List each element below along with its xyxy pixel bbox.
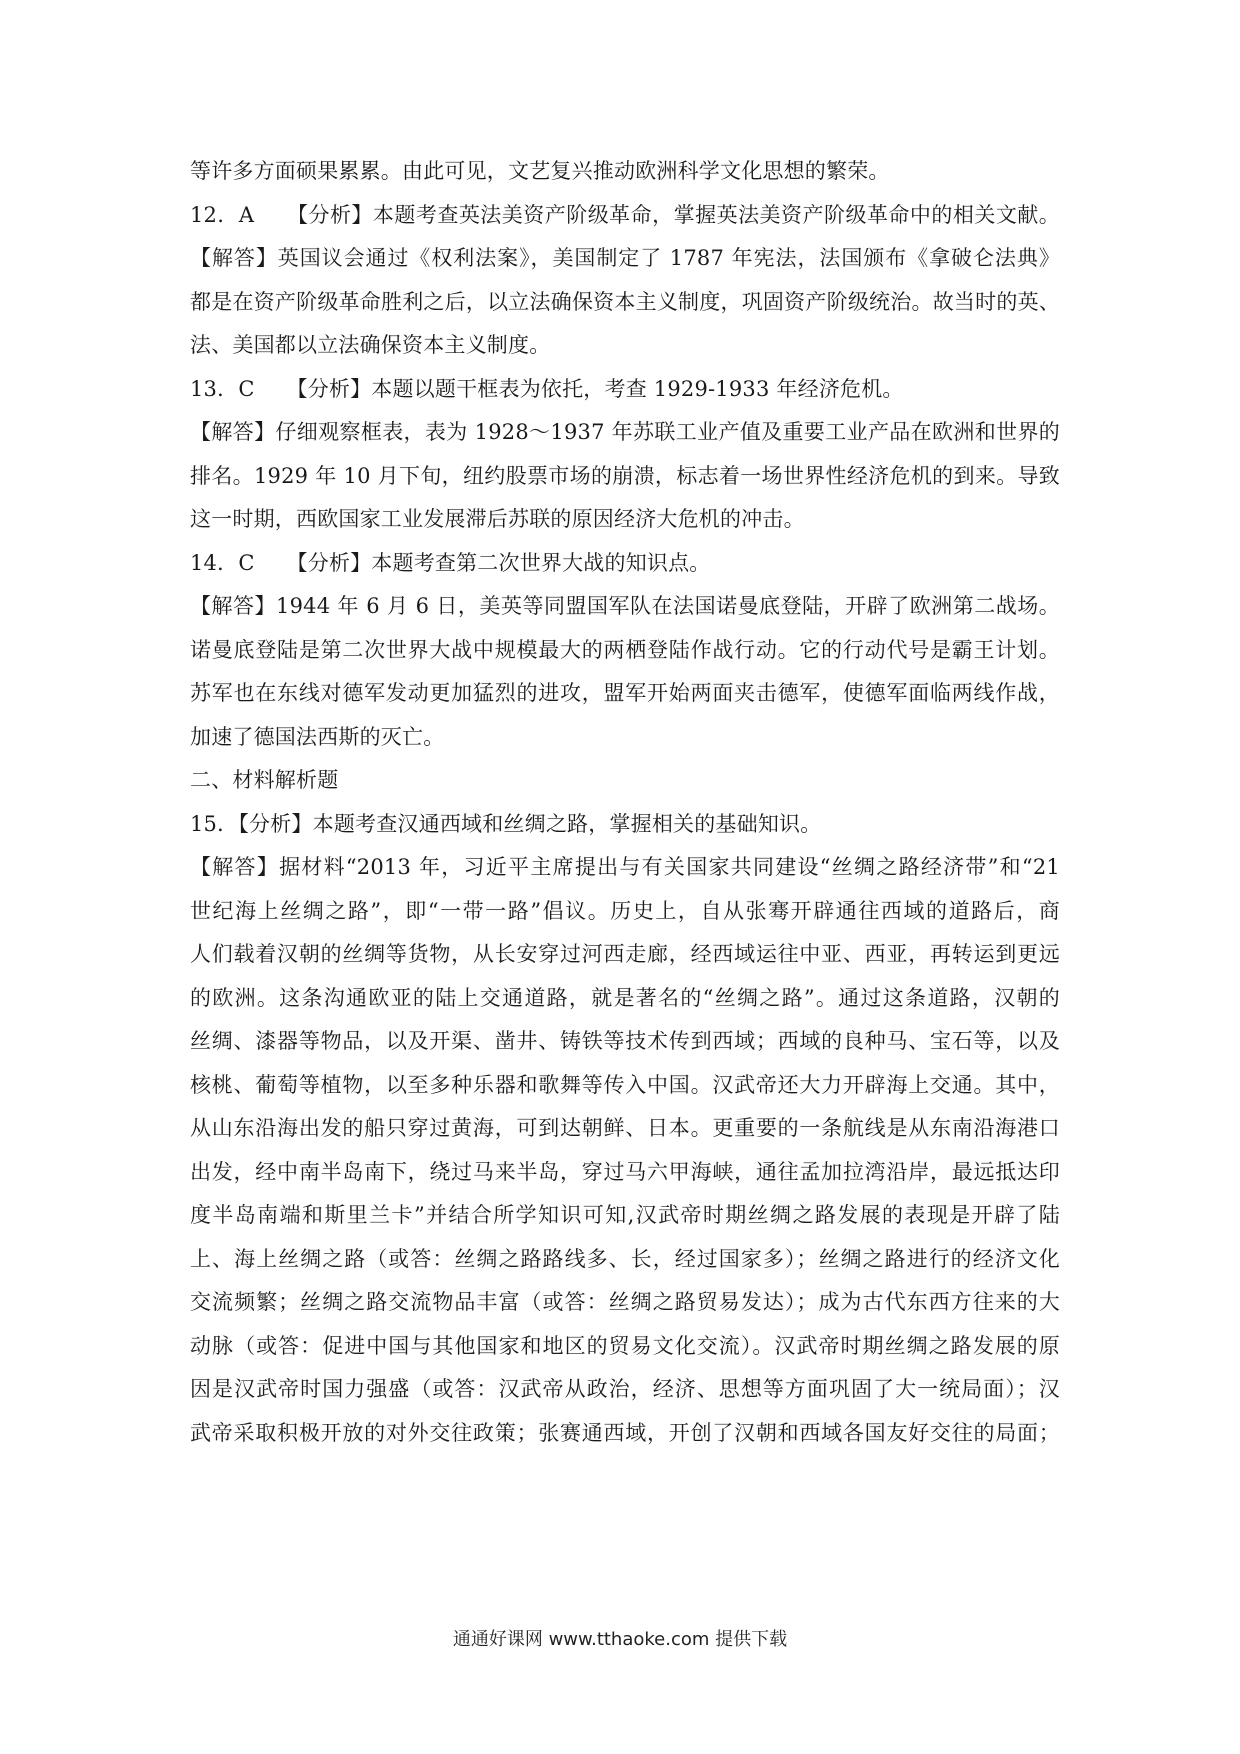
text-line: 13．C 【分析】本题以题干框表为依托，考查 1929-1933 年经济危机。 <box>190 376 904 401</box>
text-line: 15．【分析】本题考查汉通西域和丝绸之路，掌握相关的基础知识。 <box>190 811 822 836</box>
text-line: 武帝采取积极开放的对外交往政策；张赛通西域，开创了汉朝和西域各国友好交往的局面； <box>190 1420 1060 1445</box>
text-line: 从山东沿海出发的船只穿过黄海，可到达朝鲜、日本。更重要的一条航线是从东南沿海港口 <box>190 1116 1060 1140</box>
text-line: 二、材料解析题 <box>190 768 339 792</box>
text-line: 加速了德国法西斯的灭亡。 <box>190 724 445 749</box>
text-line: 人们载着汉朝的丝绸等货物，从长安穿过河西走廊，经西域运往中亚、西亚，再转运到更远 <box>190 942 1060 966</box>
text-line: 动脉（或答：促进中国与其他国家和地区的贸易文化交流）。汉武帝时期丝绸之路发展的原 <box>190 1333 1060 1358</box>
text-line: 14．C 【分析】本题考查第二次世界大战的知识点。 <box>190 550 711 575</box>
text-line: 等许多方面硕果累累。由此可见，文艺复兴推动欧洲科学文化思想的繁荣。 <box>190 159 890 183</box>
text-line: 上、海上丝绸之路（或答：丝绸之路路线多、长，经过国家多）；丝绸之路进行的经济文化 <box>190 1246 1060 1271</box>
page-footer: 通通好课网 www.tthaoke.com 提供下载 <box>452 1629 788 1650</box>
text-line: 出发，经中南半岛南下，绕过马来半岛，穿过马六甲海峡，通往孟加拉湾沿岸，最远抵达印 <box>190 1159 1060 1184</box>
text-line: 核桃、葡萄等植物，以至多种乐器和歌舞等传入中国。汉武帝还大力开辟海上交通。其中， <box>190 1072 1060 1097</box>
text-line: 【解答】1944 年 6 月 6 日，美英等同盟国军队在法国诺曼底登陆，开辟了欧洲第二战场。 <box>190 594 1060 618</box>
text-line: 12．A 【分析】本题考查英法美资产阶级革命，掌握英法美资产阶级革命中的相关文献。 <box>190 202 1060 227</box>
text-line: 这一时期，西欧国家工业发展滞后苏联的原因经济大危机的冲击。 <box>190 507 805 531</box>
text-line: 排名。1929 年 10 月下旬，纽约股票市场的崩溃，标志着一场世界性经济危机的到来。导致 <box>190 463 1060 488</box>
text-line: 丝绸、漆器等物品，以及开渠、凿井、铸铁等技术传到西域；西域的良种马、宝石等，以及 <box>190 1029 1060 1053</box>
text-line: 的欧洲。这条沟通欧亚的陆上交通道路，就是著名的“丝绸之路”。通过这条道路，汉朝的 <box>190 985 1060 1010</box>
text-line: 【解答】据材料“2013 年，习近平主席提出与有关国家共同建设“丝绸之路经济带”和“21 <box>190 855 1060 879</box>
text-line: 因是汉武帝时国力强盛（或答：汉武帝从政治，经济、思想等方面巩固了大一统局面）；汉 <box>190 1377 1060 1401</box>
text-line: 度半岛南端和斯里兰卡”并结合所学知识可知,汉武帝时期丝绸之路发展的表现是开辟了陆 <box>190 1203 1060 1227</box>
document-body <box>190 150 1060 1455</box>
text-line: 苏军也在东线对德军发动更加猛烈的进攻，盟军开始两面夹击德军，使德军面临两线作战， <box>190 681 1060 705</box>
text-line: 【解答】仔细观察框表，表为 1928～1937 年苏联工业产值及重要工业产品在欧洲和世界的 <box>190 420 1060 444</box>
text-line: 诺曼底登陆是第二次世界大战中规模最大的两栖登陆作战行动。它的行动代号是霸王计划。 <box>190 637 1060 662</box>
text-line: 【解答】英国议会通过《权利法案》，美国制定了 1787 年宪法，法国颁布《拿破仑法典》 <box>190 246 1060 270</box>
text-line: 都是在资产阶级革命胜利之后，以立法确保资本主义制度，巩固资产阶级统治。故当时的英、 <box>190 289 1060 314</box>
text-line: 世纪海上丝绸之路”，即“一带一路”倡议。历史上，自从张骞开辟通往西域的道路后，商 <box>190 898 1060 923</box>
text-line: 法、美国都以立法确保资本主义制度。 <box>190 333 551 357</box>
text-line: 交流频繁；丝绸之路交流物品丰富（或答：丝绸之路贸易发达）；成为古代东西方往来的大 <box>190 1290 1060 1314</box>
